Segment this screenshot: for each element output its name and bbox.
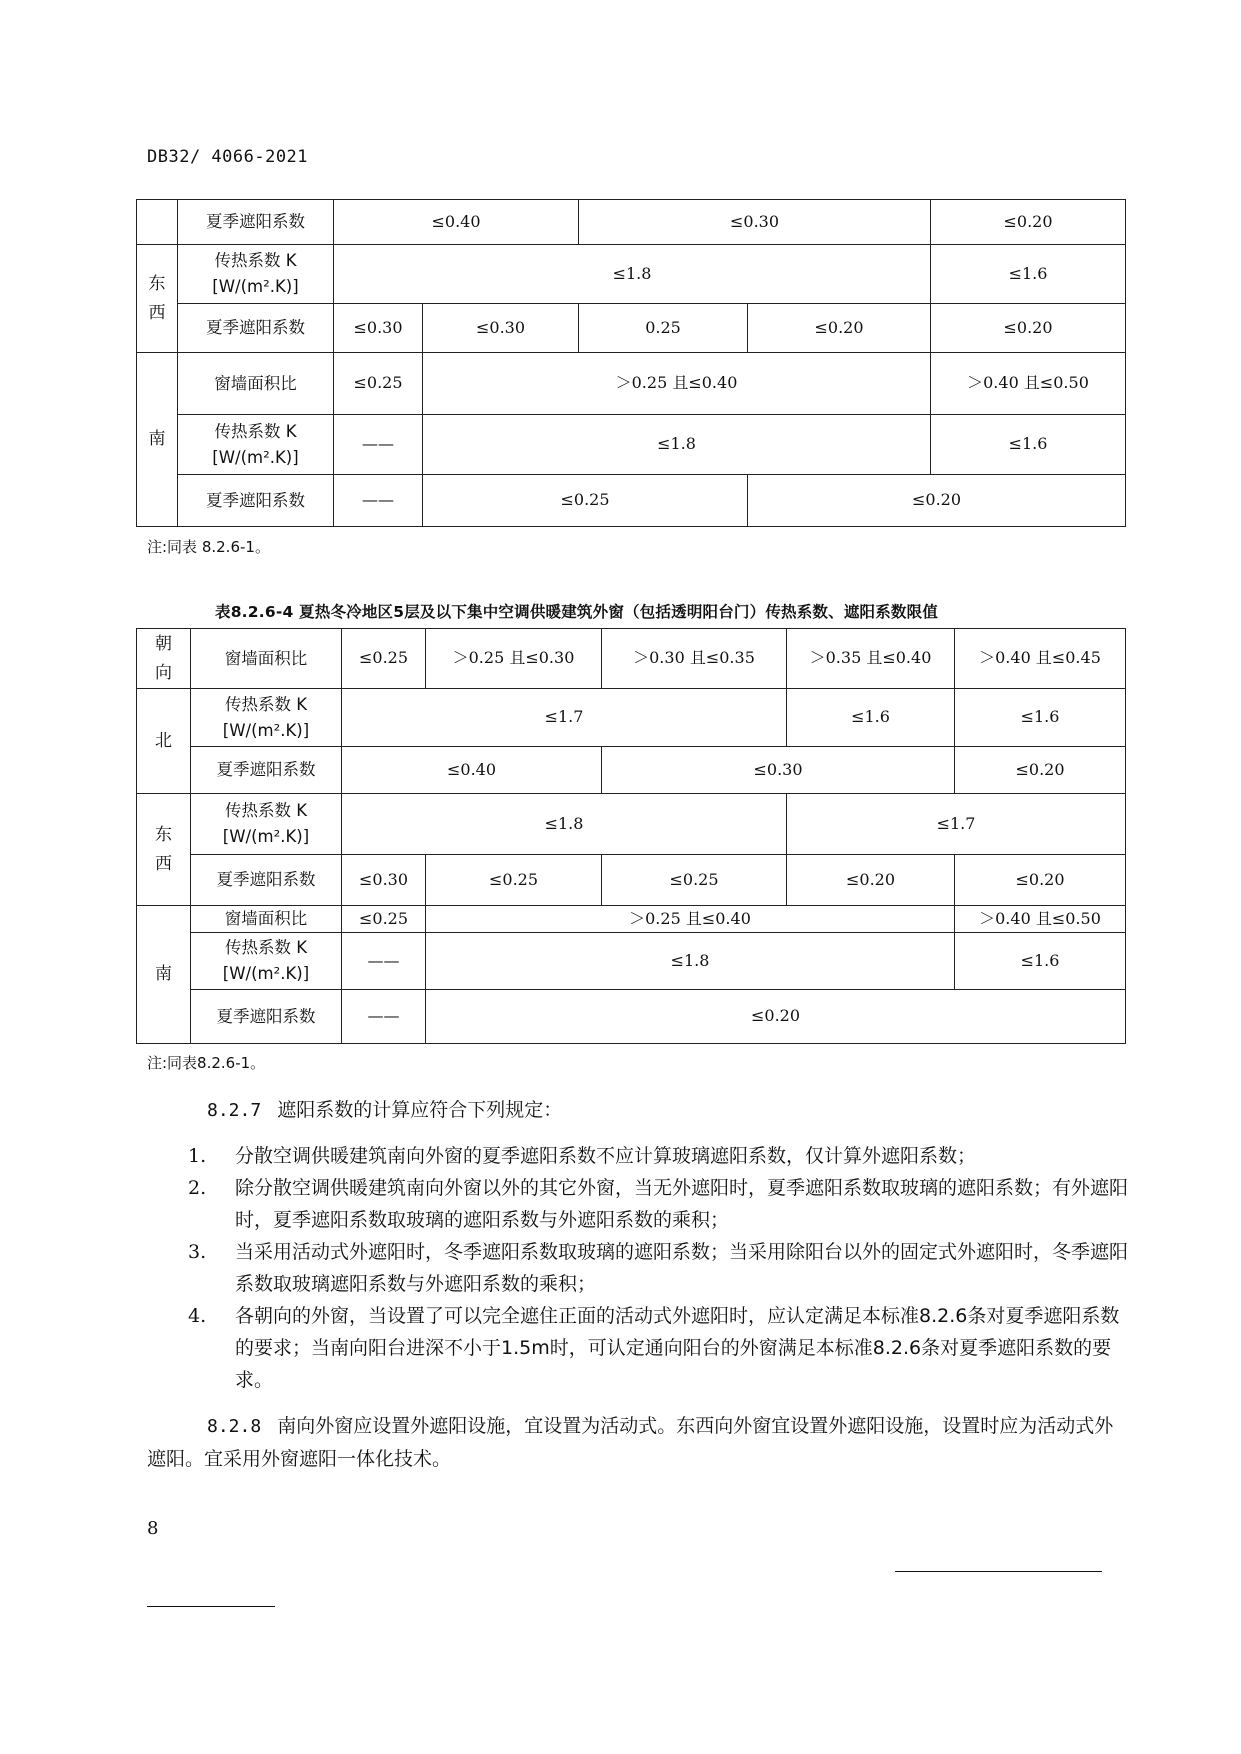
item-text: 各朝向的外窗，当设置了可以完全遮住正面的活动式外遮阳时，应认定满足本标准8.2.6条对夏季遮阳系数的要求；当南向阳台进深不小于1.5m时，可认定通向阳台的外窗满足本标准8.2.6条对夏季遮阳系数的要求。 [235,1305,1120,1391]
row-label: 窗墙面积比 [178,353,334,415]
value-cell: ≤0.40 [342,747,602,794]
value-cell: ≤0.25 [602,855,787,906]
column-header: ＞0.25 且≤0.30 [426,629,602,689]
value-cell: ≤1.8 [423,415,931,475]
value-cell: ＞0.25 且≤0.40 [423,353,931,415]
orient-cell: 南 [137,906,191,1044]
row-label: 传热系数 K [W/(m².K)] [178,415,334,475]
value-cell: ＞0.40 且≤0.50 [931,353,1126,415]
row-label: 窗墙面积比 [191,906,342,933]
row-label: 传热系数 K [W/(m².K)] [191,689,342,747]
value-cell: ≤1.8 [334,245,931,304]
clause-text: 南向外窗应设置外遮阳设施，宜设置为活动式。东西向外窗宜设置外遮阳设施，设置时应为活动式外遮阳。宜采用外窗遮阳一体化技术。 [147,1415,1114,1470]
value-cell: ≤0.30 [423,304,579,353]
item-number: 3. [188,1241,207,1263]
row-label: 夏季遮阳系数 [191,747,342,794]
table-row [137,906,1126,933]
table-row [137,933,1126,990]
column-header: ＞0.40 且≤0.45 [955,629,1126,689]
value-cell: ≤0.30 [342,855,426,906]
item-number: 4. [188,1305,207,1327]
column-header: 窗墙面积比 [191,629,342,689]
table-row [137,794,1126,855]
value-cell: ≤0.30 [602,747,955,794]
table-row [137,245,1126,304]
value-cell: —— [334,415,423,475]
value-cell: ≤0.20 [931,200,1126,245]
value-cell: ≤1.6 [955,689,1126,747]
orient-cell [137,200,178,245]
orient-cell: 东 西 [137,245,178,353]
row-label: 夏季遮阳系数 [178,304,334,353]
value-cell: ≤0.20 [955,855,1126,906]
table1-note: 注:同表 8.2.6-1。 [147,538,270,556]
clause-title: 遮阳系数的计算应符合下列规定： [277,1099,563,1121]
row-label: 传热系数 K [W/(m².K)] [191,933,342,990]
value-cell: ≤0.25 [334,353,423,415]
clause-8-2-7-heading [207,1094,562,1127]
value-cell: ≤0.20 [748,304,931,353]
table-8-2-6-3-continued [136,199,1126,527]
table-row [137,689,1126,747]
footer-rule-right [895,1571,1102,1572]
value-cell: 0.25 [579,304,748,353]
item-text: 当采用活动式外遮阳时，冬季遮阳系数取玻璃的遮阳系数；当采用除阳台以外的固定式外遮阳时，冬季遮阳系数取玻璃遮阳系数与外遮阳系数的乘积； [235,1241,1129,1295]
table-row [137,200,1126,245]
value-cell: ≤0.30 [579,200,931,245]
item-number: 2. [188,1177,207,1199]
value-cell: ≤0.20 [787,855,955,906]
clause-number: 8.2.7 [207,1100,262,1121]
list-item [188,1140,1128,1172]
row-label: 夏季遮阳系数 [191,855,342,906]
value-cell: ≤0.20 [931,304,1126,353]
value-cell: ≤1.7 [342,689,787,747]
column-header: ＞0.30 且≤0.35 [602,629,787,689]
table-row [137,747,1126,794]
row-label: 传热系数 K [W/(m².K)] [191,794,342,855]
value-cell: ≤1.6 [787,689,955,747]
table-row [137,629,1126,689]
value-cell: ≤1.7 [787,794,1126,855]
value-cell: ≤1.8 [342,794,787,855]
value-cell: —— [342,933,426,990]
column-header: ＞0.35 且≤0.40 [787,629,955,689]
clause-8-2-8 [147,1410,1127,1475]
value-cell: ＞0.25 且≤0.40 [426,906,955,933]
value-cell: —— [342,990,426,1044]
list-item [188,1236,1128,1300]
row-label: 夏季遮阳系数 [178,475,334,527]
table-row [137,304,1126,353]
item-text: 除分散空调供暖建筑南向外窗以外的其它外窗，当无外遮阳时，夏季遮阳系数取玻璃的遮阳系数；有外遮阳时，夏季遮阳系数取玻璃的遮阳系数与外遮阳系数的乘积； [235,1177,1129,1231]
value-cell: ≤0.40 [334,200,579,245]
value-cell: ≤1.6 [931,245,1126,304]
value-cell: ≤0.20 [748,475,1126,527]
table-row [137,353,1126,415]
value-cell: ＞0.40 且≤0.50 [955,906,1126,933]
table-8-2-6-4 [136,628,1126,1044]
orient-cell: 南 [137,353,178,527]
value-cell: ≤1.8 [426,933,955,990]
clause-number: 8.2.8 [207,1416,262,1437]
value-cell: ≤0.25 [426,855,602,906]
orient-cell: 北 [137,689,191,794]
value-cell: ≤0.20 [955,747,1126,794]
table-row [137,990,1126,1044]
footer-rule-left [147,1606,275,1607]
row-label: 夏季遮阳系数 [178,200,334,245]
value-cell: ≤0.25 [342,906,426,933]
list-item [188,1300,1128,1396]
value-cell: ≤1.6 [955,933,1126,990]
item-number: 1. [188,1145,207,1167]
value-cell: ≤0.25 [423,475,748,527]
row-label: 传热系数 K [W/(m².K)] [178,245,334,304]
column-header: ≤0.25 [342,629,426,689]
item-text: 分散空调供暖建筑南向外窗的夏季遮阳系数不应计算玻璃遮阳系数，仅计算外遮阳系数； [235,1145,977,1167]
table-row [137,415,1126,475]
value-cell: ≤0.20 [426,990,1126,1044]
orient-cell: 东 西 [137,794,191,906]
orient-header: 朝 向 [137,629,191,689]
value-cell: —— [334,475,423,527]
row-label: 夏季遮阳系数 [191,990,342,1044]
table2-caption: 表8.2.6-4 夏热冬冷地区5层及以下集中空调供暖建筑外窗（包括透明阳台门）传热系数、遮阳系数限值 [215,603,939,621]
table-row [137,475,1126,527]
standard-number: DB32/ 4066-2021 [147,147,309,167]
value-cell: ≤1.6 [931,415,1126,475]
table-row [137,855,1126,906]
value-cell: ≤0.30 [334,304,423,353]
page-number: 8 [147,1518,159,1539]
table2-note: 注:同表8.2.6-1。 [147,1054,266,1072]
list-item [188,1172,1128,1236]
